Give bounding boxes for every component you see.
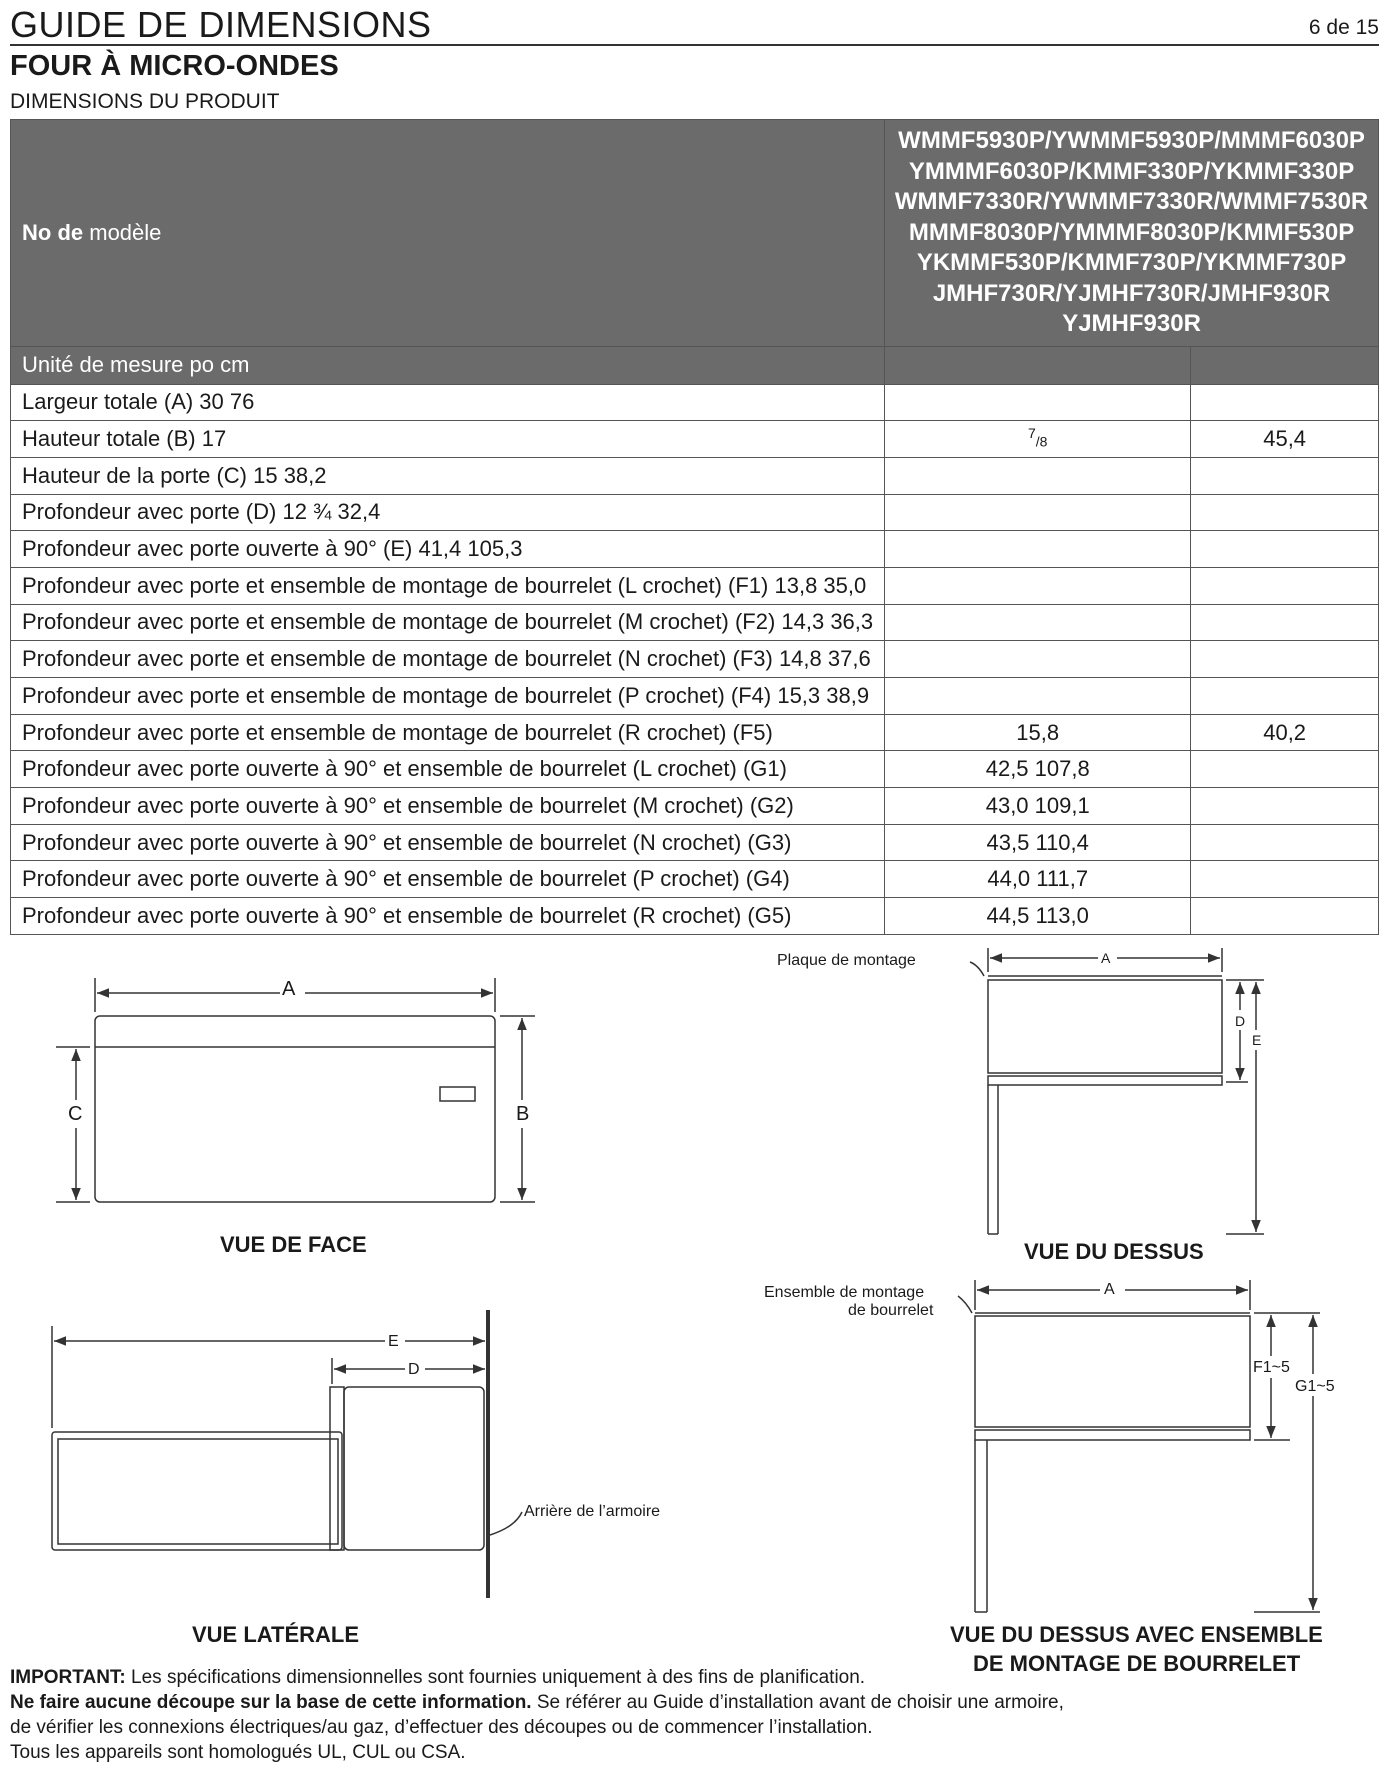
table-row: Profondeur avec porte ouverte à 90° (E) 41,4 105,3 (11, 531, 1379, 568)
side-view-caption: VUE LATÉRALE (192, 1622, 360, 1647)
top-view-drawing (970, 948, 1264, 1234)
table-row: Profondeur avec porte ouverte à 90° et ensemble de bourrelet (P crochet) (G4) 44,0 111,7 (11, 861, 1379, 898)
table-row: Profondeur avec porte ouverte à 90° et ensemble de bourrelet (M crochet) (G2) 43,0 109,1 (11, 788, 1379, 825)
unit-label: Unité de mesure po cm (11, 346, 885, 384)
top-dim-d: D (1235, 1013, 1246, 1029)
side-view-drawing (52, 1310, 522, 1598)
top-trim-caption-2: DE MONTAGE DE BOURRELET (973, 1651, 1301, 1676)
cabinet-back-callout: Arrière de l’armoire (524, 1503, 661, 1520)
trim-kit-callout-2: de bourrelet (848, 1302, 934, 1319)
footnotes: IMPORTANT: Les spécifications dimensionnelles sont fournies uniquement à des fins de planification. Ne faire aucune découpe sur la base de cette information. Se référer au Guide d’installation avant de choisir une armoire, de vérifier les connexions électriques/au gaz, d’effectuer des découpes ou de commencer l’installation. Tous les appareils sont homologués UL, CUL ou CSA. (10, 1667, 1064, 1763)
front-dim-c: C (68, 1103, 83, 1125)
side-dim-d: D (408, 1361, 420, 1378)
product-title: FOUR À MICRO-ONDES (10, 50, 339, 82)
table-row: Profondeur avec porte (D) 12 ¾ 32,4 (11, 494, 1379, 531)
table-row: Profondeur avec porte et ensemble de montage de bourrelet (P crochet) (F4) 15,3 38,9 (11, 678, 1379, 715)
table-row: Largeur totale (A) 30 76 (11, 384, 1379, 421)
front-view-drawing (56, 978, 535, 1202)
top-trim-view-drawing (958, 1280, 1320, 1612)
side-dim-e: E (388, 1333, 399, 1350)
front-dim-b: B (516, 1103, 530, 1125)
top-view-caption: VUE DU DESSUS (1024, 1239, 1204, 1264)
table-row: Profondeur avec porte ouverte à 90° et ensemble de bourrelet (N crochet) (G3) 43,5 110,4 (11, 824, 1379, 861)
trim-kit-callout-1: Ensemble de montage (764, 1284, 925, 1301)
page-title: GUIDE DE DIMENSIONS (10, 4, 432, 45)
model-list: WMMF5930P/YWMMF5930P/MMMF6030P YMMMF6030P/KMMF330P/YKMMF330P WMMF7330R/YWMMF7330R/WMMF7530R MMMF8030P/YMMMF8030P/KMMF530P YKMMF530P/KMMF730P/YKMMF730P JMHF730R/YJMHF730R/JMHF930R YJMHF930R (885, 120, 1379, 347)
mounting-plate-callout: Plaque de montage (777, 952, 916, 969)
top-dim-a: A (1101, 950, 1111, 966)
page-number: 6 de 15 (1308, 16, 1379, 39)
trim-dim-a: A (1104, 1281, 1115, 1298)
table-row: Profondeur avec porte et ensemble de montage de bourrelet (L crochet) (F1) 13,8 35,0 (11, 567, 1379, 604)
table-row: Hauteur totale (B) 17 $^7$/8 45,4 (11, 421, 1379, 458)
section-title: DIMENSIONS DU PRODUIT (10, 90, 280, 113)
table-row: Profondeur avec porte ouverte à 90° et ensemble de bourrelet (L crochet) (G1) 42,5 107,8 (11, 751, 1379, 788)
table-row: Profondeur avec porte ouverte à 90° et ensemble de bourrelet (R crochet) (G5) 44,5 113,0 (11, 898, 1379, 935)
table-row: Profondeur avec porte et ensemble de montage de bourrelet (N crochet) (F3) 14,8 37,6 (11, 641, 1379, 678)
model-number-label: No de modèle (11, 120, 885, 347)
table-row: Profondeur avec porte et ensemble de montage de bourrelet (M crochet) (F2) 14,3 36,3 (11, 604, 1379, 641)
table-row: Hauteur de la porte (C) 15 38,2 (11, 457, 1379, 494)
front-dim-a: A (282, 978, 296, 1000)
top-dim-e: E (1252, 1032, 1262, 1048)
table-row: Profondeur avec porte et ensemble de montage de bourrelet (R crochet) (F5) 15,8 40,2 (11, 714, 1379, 751)
top-trim-caption-1: VUE DU DESSUS AVEC ENSEMBLE (950, 1622, 1323, 1647)
trim-dim-g: G1~5 (1295, 1378, 1335, 1395)
trim-dim-f: F1~5 (1253, 1359, 1290, 1376)
front-view-caption: VUE DE FACE (220, 1232, 367, 1257)
